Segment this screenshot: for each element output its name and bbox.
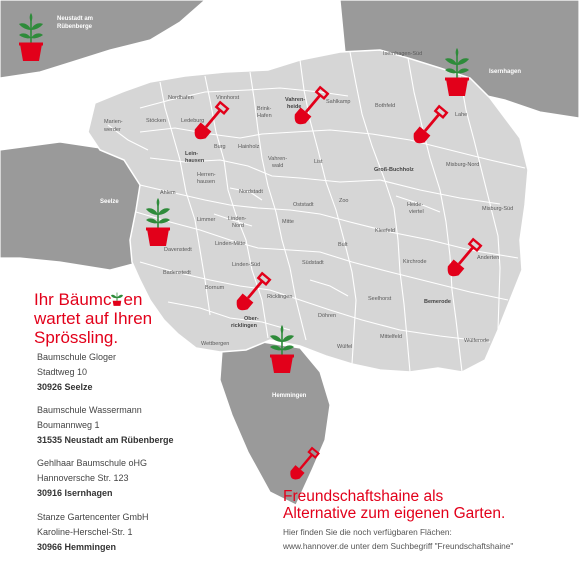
district-label: Anderten bbox=[477, 255, 500, 261]
district-label: Brink- bbox=[257, 106, 272, 112]
district-label: Limmer bbox=[197, 217, 216, 223]
district-label: Mitte bbox=[282, 219, 294, 225]
district-label: Ahlem bbox=[160, 190, 176, 196]
district-label: Südstadt bbox=[302, 260, 324, 266]
district-label: Ricklingen bbox=[267, 294, 293, 300]
district-label: Heide- bbox=[407, 202, 424, 208]
district-label: hausen bbox=[185, 158, 205, 164]
district-label: Isernhagen-Süd bbox=[383, 51, 423, 57]
district-label: Linden-Süd bbox=[232, 262, 261, 268]
district-label: List bbox=[314, 159, 323, 165]
district-label: Wettbergen bbox=[201, 341, 230, 347]
district-label: Hainholz bbox=[238, 144, 260, 150]
headline-line-2: wartet auf Ihren bbox=[34, 309, 153, 329]
district-label: Nordstadt bbox=[239, 189, 263, 195]
district-label: Hafen bbox=[257, 113, 272, 119]
district-label: Groß-Buchholz bbox=[374, 167, 414, 173]
headline-text: Ihr Bäumc bbox=[34, 290, 112, 309]
region-label-neustadt-1: Neustadt am bbox=[57, 16, 94, 22]
district-label: Lahe bbox=[455, 112, 468, 118]
district-label: Herren- bbox=[197, 172, 216, 178]
nursery-street: Boumannweg 1 bbox=[37, 420, 100, 430]
sprout-icon bbox=[111, 291, 123, 307]
region-label-seelze: Seelze bbox=[100, 199, 119, 205]
district-label: Ledeburg bbox=[181, 118, 205, 124]
district-label: Zoo bbox=[339, 198, 349, 204]
headline-nursery bbox=[34, 290, 152, 347]
footnote-line-1: Hier finden Sie die noch verfügbaren Flächen: bbox=[283, 527, 452, 537]
district-label: Marien- bbox=[104, 119, 123, 125]
district-label: heide bbox=[287, 104, 302, 110]
nursery-address bbox=[37, 456, 147, 501]
district-label: Vinnhorst bbox=[216, 95, 240, 101]
region-label-hemmingen: Hemmingen bbox=[272, 393, 307, 399]
district-label: Wülferode bbox=[464, 338, 490, 344]
nursery-city: 30926 Seelze bbox=[37, 382, 93, 392]
district-label: Linden- bbox=[228, 216, 247, 222]
district-label: hausen bbox=[197, 179, 216, 185]
footnote-link[interactable]: www.hannover.de unter dem Suchbegriff "Freundschaftshaine" bbox=[283, 541, 514, 551]
headline-line-3: Sprössling. bbox=[34, 328, 119, 348]
nursery-name: Baumschule Gloger bbox=[37, 352, 117, 362]
nursery-city: 30916 Isernhagen bbox=[37, 488, 113, 498]
district-label: Bemerode bbox=[424, 299, 451, 305]
district-label: Badenstedt bbox=[163, 270, 191, 276]
district-label: Linden-Mitte bbox=[215, 241, 246, 247]
district-label: Wülfel bbox=[337, 344, 353, 350]
district-label: Davenstedt bbox=[164, 247, 192, 253]
district-label: Vahren- bbox=[268, 156, 288, 162]
district-label: Ober- bbox=[244, 316, 259, 322]
district-label: viertel bbox=[409, 209, 424, 215]
district-label: Bornum bbox=[205, 285, 225, 291]
nursery-name: Stanze Gartencenter GmbH bbox=[37, 512, 149, 522]
nursery-name: Gehlhaar Baumschule oHG bbox=[37, 458, 148, 468]
district-label: Lein- bbox=[185, 151, 199, 157]
nursery-street: Stadtweg 10 bbox=[37, 367, 88, 377]
district-label: Döhren bbox=[318, 313, 337, 319]
district-label: wald bbox=[272, 163, 284, 169]
district-label: werder bbox=[104, 127, 121, 133]
district-label: ricklingen bbox=[231, 323, 257, 329]
district-label: Nord bbox=[232, 223, 244, 229]
district-label: Kleefeld bbox=[375, 228, 395, 234]
district-label: Misburg-Nord bbox=[446, 162, 480, 168]
nursery-street: Hannoversche Str. 123 bbox=[37, 473, 129, 483]
nursery-city: 30966 Hemmingen bbox=[37, 542, 117, 552]
nursery-address bbox=[37, 403, 174, 448]
district-label: Vahren- bbox=[285, 97, 306, 103]
district-label: Oststadt bbox=[293, 202, 314, 208]
footnote bbox=[283, 525, 513, 553]
headline-text: en bbox=[123, 290, 143, 309]
headline-line-1 bbox=[34, 290, 152, 309]
district-label: Bothfeld bbox=[375, 103, 396, 109]
headline-line-2: Alternative zum eigenen Garten. bbox=[283, 505, 506, 523]
region-label-isernhagen: Isernhagen bbox=[489, 69, 522, 75]
region-label-neustadt-2: Rübenberge bbox=[57, 24, 93, 30]
district-label: Bult bbox=[338, 242, 348, 248]
district-label: Misburg-Süd bbox=[482, 206, 514, 212]
district-label: Nordhafen bbox=[168, 95, 194, 101]
nursery-address bbox=[37, 350, 116, 395]
nursery-name: Baumschule Wassermann bbox=[37, 405, 142, 415]
district-label: Burg bbox=[214, 144, 226, 150]
headline-friendship-groves bbox=[283, 488, 505, 523]
district-label: Sahlkamp bbox=[326, 99, 351, 105]
district-label: Mittelfeld bbox=[380, 334, 403, 340]
headline-line-1: Freundschaftshaine als bbox=[283, 488, 444, 505]
district-label: Seelhorst bbox=[368, 296, 392, 302]
nursery-street: Karoline-Herschel-Str. 1 bbox=[37, 527, 133, 537]
district-label: Kirchrode bbox=[403, 259, 427, 265]
nursery-city: 31535 Neustadt am Rübenberge bbox=[37, 435, 174, 445]
nursery-address bbox=[37, 510, 149, 555]
district-label: Stöcken bbox=[146, 118, 166, 124]
